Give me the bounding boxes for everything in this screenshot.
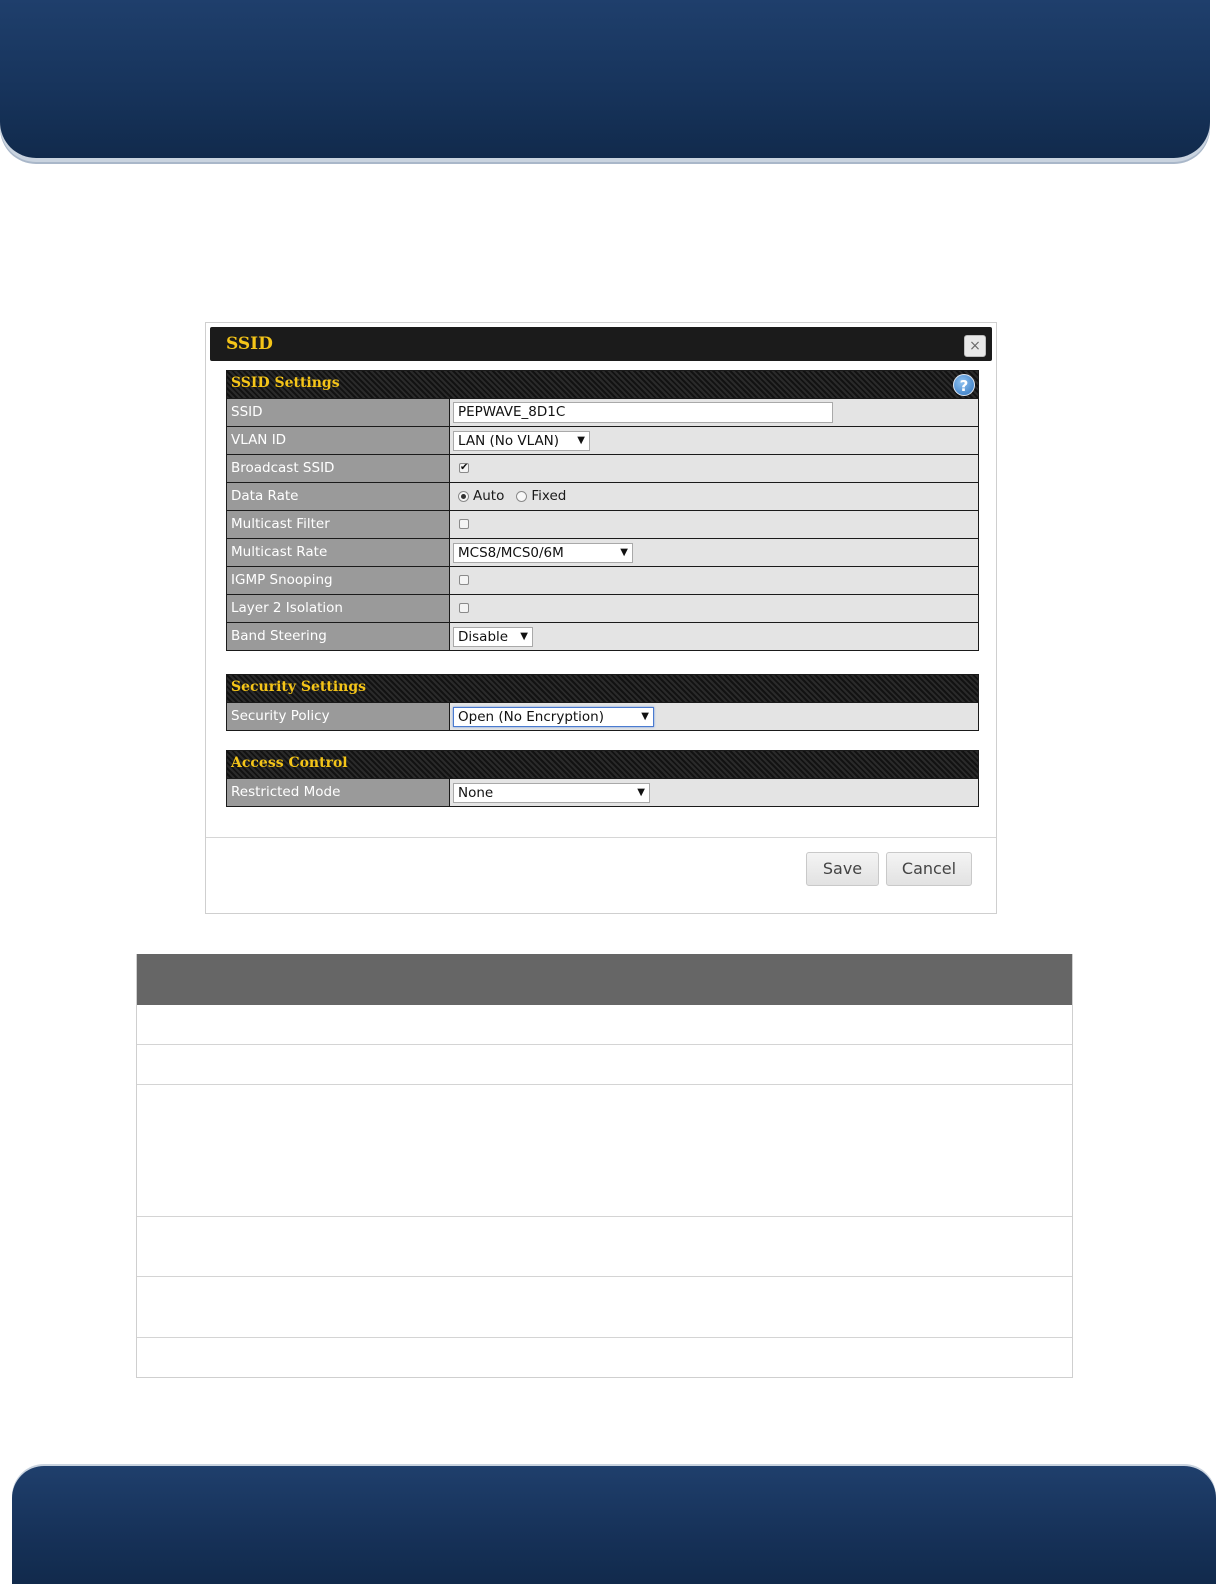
access-control-section bbox=[226, 750, 979, 807]
table-row bbox=[137, 1217, 1072, 1277]
row-ssid bbox=[227, 398, 978, 426]
chevron-down-icon: ▼ bbox=[577, 435, 585, 446]
data-rate-radio-group bbox=[458, 488, 574, 504]
vlan-id-select[interactable] bbox=[453, 431, 590, 451]
chevron-down-icon: ▼ bbox=[641, 711, 649, 722]
security-policy-select[interactable] bbox=[453, 707, 654, 727]
select-value: MCS8/MCS0/6M bbox=[458, 545, 564, 561]
header-banner bbox=[0, 0, 1210, 158]
select-value: None bbox=[458, 785, 494, 801]
row-restricted-mode bbox=[227, 778, 978, 806]
row-vlan-id bbox=[227, 426, 978, 454]
radio-label: Auto bbox=[473, 488, 505, 504]
row-data-rate bbox=[227, 482, 978, 510]
band-steering-select[interactable] bbox=[453, 627, 533, 647]
row-multicast-filter bbox=[227, 510, 978, 538]
description-table bbox=[136, 954, 1073, 1378]
row-label: Data Rate bbox=[227, 483, 450, 510]
chevron-down-icon: ▼ bbox=[620, 547, 628, 558]
row-layer2-isolation bbox=[227, 594, 978, 622]
table-row bbox=[137, 1005, 1072, 1045]
table-row bbox=[137, 1045, 1072, 1085]
table-row bbox=[137, 1338, 1072, 1377]
help-icon[interactable]: ? bbox=[953, 374, 975, 396]
select-value: Disable bbox=[458, 629, 509, 645]
row-label: IGMP Snooping bbox=[227, 567, 450, 594]
igmp-snooping-checkbox[interactable] bbox=[459, 575, 469, 585]
row-label: Multicast Filter bbox=[227, 511, 450, 538]
section-header bbox=[227, 751, 978, 778]
multicast-rate-select[interactable] bbox=[453, 543, 633, 563]
security-settings-section bbox=[226, 674, 979, 731]
chevron-down-icon: ▼ bbox=[637, 787, 645, 798]
data-rate-auto-radio[interactable] bbox=[458, 491, 469, 502]
table-row bbox=[137, 1277, 1072, 1338]
section-header bbox=[227, 675, 978, 702]
row-label: Layer 2 Isolation bbox=[227, 595, 450, 622]
select-value: LAN (No VLAN) bbox=[458, 433, 560, 449]
restricted-mode-select[interactable] bbox=[453, 783, 650, 803]
ssid-input[interactable]: PEPWAVE_8D1C bbox=[453, 402, 833, 423]
row-label: Band Steering bbox=[227, 623, 450, 650]
row-label: Restricted Mode bbox=[227, 779, 450, 806]
dialog-title: SSID bbox=[226, 334, 273, 354]
footer-banner bbox=[12, 1466, 1216, 1584]
multicast-filter-checkbox[interactable] bbox=[459, 519, 469, 529]
broadcast-ssid-checkbox[interactable]: ✔ bbox=[460, 462, 469, 473]
row-igmp-snooping bbox=[227, 566, 978, 594]
section-title: Access Control bbox=[231, 755, 348, 771]
ssid-dialog bbox=[205, 322, 997, 914]
select-value: Open (No Encryption) bbox=[458, 709, 605, 725]
table-row bbox=[137, 1085, 1072, 1217]
row-broadcast-ssid bbox=[227, 454, 978, 482]
data-rate-fixed-radio[interactable] bbox=[516, 491, 527, 502]
ssid-settings-section bbox=[226, 370, 979, 651]
row-label: VLAN ID bbox=[227, 427, 450, 454]
chevron-down-icon: ▼ bbox=[520, 631, 528, 642]
dialog-header bbox=[210, 327, 992, 361]
footer-divider bbox=[206, 837, 996, 838]
row-security-policy bbox=[227, 702, 978, 730]
section-title: Security Settings bbox=[231, 679, 367, 695]
row-label: SSID bbox=[227, 399, 450, 426]
save-button[interactable]: Save bbox=[806, 852, 879, 886]
row-multicast-rate bbox=[227, 538, 978, 566]
close-icon[interactable]: × bbox=[964, 335, 986, 357]
radio-label: Fixed bbox=[531, 488, 567, 504]
cancel-button[interactable]: Cancel bbox=[886, 852, 972, 886]
row-label: Broadcast SSID bbox=[227, 455, 450, 482]
row-label: Multicast Rate bbox=[227, 539, 450, 566]
section-title: SSID Settings bbox=[231, 375, 340, 391]
row-band-steering bbox=[227, 622, 978, 650]
row-label: Security Policy bbox=[227, 703, 450, 730]
section-header bbox=[227, 371, 978, 398]
layer2-isolation-checkbox[interactable] bbox=[459, 603, 469, 613]
table-header bbox=[137, 954, 1072, 1005]
